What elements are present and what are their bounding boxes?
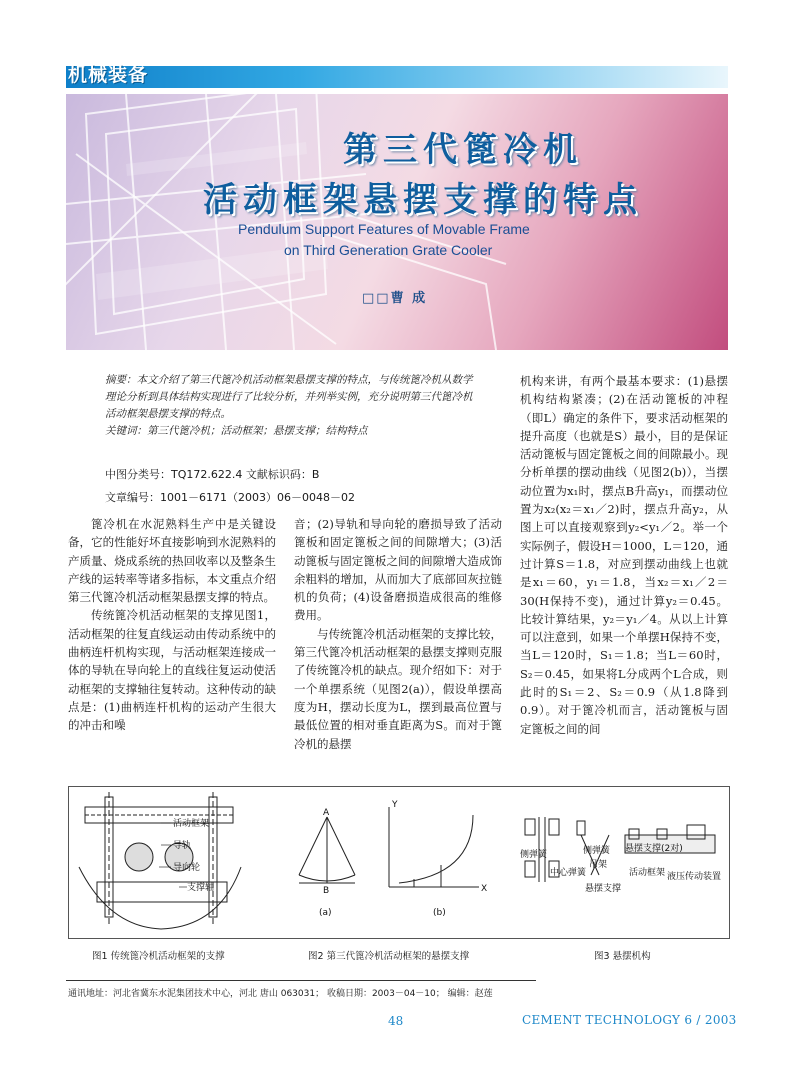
fig3-label-pendulum-pairs: 悬摆支撑(2对)	[625, 844, 683, 854]
paragraph: 传统篦冷机活动框架的支撑见图1，活动框架的往复直线运动由传动系统中的曲柄连杆机构实现，与活动框架连接成一体的导轨在导向轮上的直线往复运动使活动框架的支撑轴往复转动。这种传动的缺点是：(1)曲柄连杆机构的运动产生很大的冲击和噪	[68, 608, 276, 733]
page-number: 48	[388, 1014, 404, 1028]
fig3-label-movable-frame: 活动框架	[629, 868, 666, 878]
english-title-line-1: Pendulum Support Features of Movable Frame	[238, 221, 530, 237]
fig2a-sublabel: (a)	[319, 908, 332, 918]
paragraph: 篦冷机在水泥熟料生产中是关键设备，它的性能好坏直接影响到水泥熟料的产质量、烧成系统的热回收率以及整条生产线的运转率等诸多指标，本文重点介绍第三代篦冷机活动框架悬摆支撑的特点。	[68, 517, 276, 605]
fig2b-drawing	[389, 807, 479, 887]
fig3-label-side-spring: 侧弹簧	[520, 850, 548, 860]
column-1	[68, 515, 276, 735]
column-3	[520, 372, 728, 738]
title-banner	[66, 94, 728, 350]
figure2-caption: 图2 第三代篦冷机活动框架的悬摆支撑	[308, 951, 470, 962]
footnote-rule	[66, 980, 536, 981]
keywords: 关键词：第三代篦冷机；活动框架；悬摆支撑；结构特点	[105, 425, 368, 437]
abstract-text: 摘要：本文介绍了第三代篦冷机活动框架悬摆支撑的特点，与传统篦冷机从数学理论分析到具体结构实现进行了比较分析，并列举实例，充分说明第三代篦冷机活动框架悬摆支撑的特点。	[105, 374, 473, 420]
paragraph: 机构来讲，有两个最基本要求：(1)悬摆机构结构紧凑；(2)在活动篦板的冲程（即L）确定的条件下，要求活动框架的提升高度（也就是S）最小，目的是保证活动篦板与固定篦板之间的间隙最小。现分析单摆的摆动曲线（见图2(b)），当摆动位置为x₁时，摆点B升高y₁，而摆动位置为x₂(x₂＝x₁／2)时，摆点升高y₂，从图上可以直接观察到y₂<y₁／2。举一个实际例子，假设H＝1000，L＝120，通过计算S＝1.8，对应到摆动曲线上也就是x₁＝60，y₁＝1.8，当x₂＝x₁／2＝30(H保持不变)，通过计算y₂＝0.45。比较计算结果，y₂＝y₁／4。从以上计算可以注意到，如果一个单摆H保持不变，当L＝120时，S₁＝1.8；当L＝60时，S₂＝0.45，如果将L分成两个L合成，则此时的S₁＝2、S₂＝0.9（从1.8降到0.9）。对于篦冷机而言，活动篦板与固定篦板之间的间	[520, 374, 728, 736]
abstract	[105, 372, 477, 440]
fig2a-label-top: A	[323, 808, 330, 818]
article-number: 文章编号：1001－6171（2003）06－0048－02	[105, 491, 355, 504]
fig1-label-rail: 导轨	[173, 841, 192, 851]
journal-name: CEMENT TECHNOLOGY 6 / 2003	[522, 1013, 737, 1027]
fig2a-drawing	[299, 817, 355, 883]
fig3-label-hanger: 吊架	[589, 860, 608, 870]
fig3-label-center-spring: 中心弹簧	[550, 868, 587, 878]
fig3-label-hydraulic-drive: 液压传动装置	[667, 872, 722, 882]
fig1-drawing	[79, 792, 241, 929]
figure-drawings	[69, 787, 729, 938]
fig1-label-guide-wheel: 导向轮	[173, 863, 201, 873]
fig1-label-support-shaft: 支撑轴	[187, 883, 215, 893]
paragraph: 音；(2)导轨和导向轮的磨损导致了活动篦板和固定篦板之间的间隙增大；(3)活动篦板与固定篦板之间的间隙增大造成饰余粗料的增加，从而加大了底部回灰拉链机的负荷；(4)设备磨损造成很高的维修费用。	[294, 517, 502, 623]
fig2b-sublabel: (b)	[433, 908, 446, 918]
footnote-address: 通讯地址：河北省冀东水泥集团技术中心，河北 唐山 063031； 收稿日期：2003－04－10； 编辑：赵莲	[68, 989, 493, 999]
fig3-label-side-spring-2: 侧弹簧	[583, 846, 611, 856]
figure-panel	[68, 786, 730, 939]
title-line-2: 活动框架悬摆支撑的特点	[203, 180, 643, 220]
section-band	[66, 66, 728, 88]
paragraph: 与传统篦冷机活动框架的支撑比较，第三代篦冷机活动框架的悬摆支撑则克服了传统篦冷机的缺点。现介绍如下：对于一个单摆系统（见图2(a)），假设单摆高度为H，摆动长度为L，摆到最高位置与最低位置的相对垂直距离为S。而对于篦冷机的悬摆	[294, 626, 502, 751]
classification: 中图分类号：TQ172.622.4 文献标识码：B	[105, 468, 320, 481]
figure1-caption: 图1 传统篦冷机活动框架的支撑	[92, 951, 225, 962]
author: □□曹 成	[362, 291, 428, 306]
fig3-label-pendulum-support: 悬摆支撑	[585, 884, 622, 894]
english-title-line-2: on Third Generation Grate Cooler	[284, 242, 493, 258]
title-line-1: 第三代篦冷机	[343, 130, 583, 170]
fig2b-y-axis-label: Y	[392, 800, 398, 810]
fig1-label-frame: 活动框架	[173, 819, 210, 829]
fig2b-x-axis-label: X	[481, 884, 488, 894]
figure3-caption: 图3 悬摆机构	[594, 951, 651, 962]
section-tag: 机械装备	[68, 64, 149, 86]
fig2a-label-bottom: B	[323, 886, 330, 896]
column-2	[294, 515, 502, 753]
